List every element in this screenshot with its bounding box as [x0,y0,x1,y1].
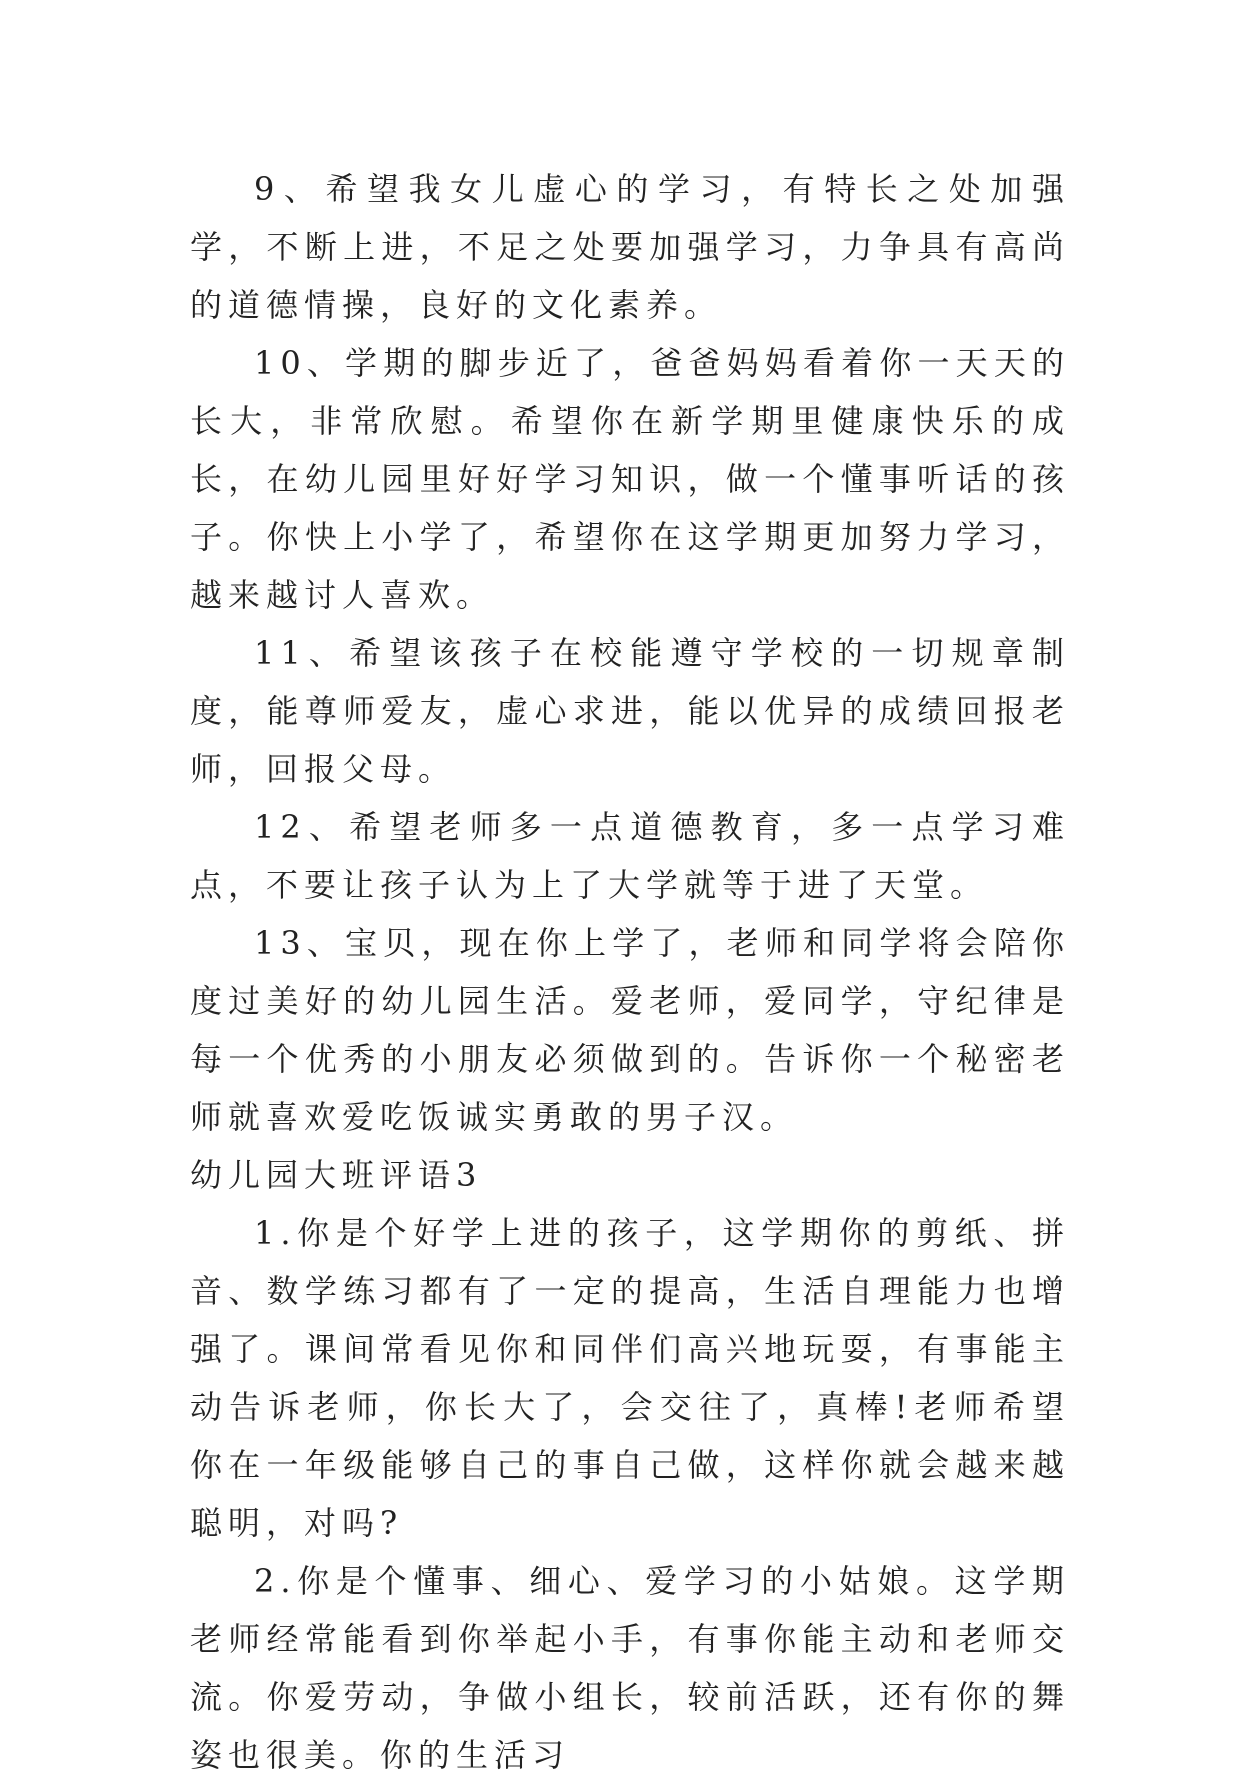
paragraph-9: 9、希望我女儿虚心的学习，有特长之处加强学，不断上进，不足之处要加强学习，力争具有高尚的道德情操，良好的文化素养。 [190,170,1070,324]
paragraph-11: 11、希望该孩子在校能遵守学校的一切规章制度，能尊师爱友，虚心求进，能以优异的成绩回报老师，回报父母。 [190,634,1070,788]
paragraph-12: 12、希望老师多一点道德教育，多一点学习难点，不要让孩子认为上了大学就等于进了天堂。 [190,808,1070,904]
paragraph-10: 10、学期的脚步近了，爸爸妈妈看着你一天天的长大，非常欣慰。希望你在新学期里健康快乐的成长，在幼儿园里好好学习知识，做一个懂事听话的孩子。你快上小学了，希望你在这学期更加努力学习，越来越讨人喜欢。 [190,344,1070,614]
paragraph-13: 13、宝贝，现在你上学了，老师和同学将会陪你度过美好的幼儿园生活。爱老师，爱同学，守纪律是每一个优秀的小朋友必须做到的。告诉你一个秘密老师就喜欢爱吃饭诚实勇敢的男子汉。 [190,924,1070,1136]
section-paragraph-1: 1.你是个好学上进的孩子，这学期你的剪纸、拼音、数学练习都有了一定的提高，生活自理能力也增强了。课间常看见你和同伴们高兴地玩耍，有事能主动告诉老师，你长大了，会交往了，真棒!老师希望你在一年级能够自己的事自己做，这样你就会越来越聪明，对吗? [190,1214,1070,1542]
section-paragraph-2: 2.你是个懂事、细心、爱学习的小姑娘。这学期老师经常能看到你举起小手，有事你能主动和老师交流。你爱劳动，争做小组长，较前活跃，还有你的舞姿也很美。你的生活习 [190,1562,1070,1774]
section-heading: 幼儿园大班评语3 [190,1156,483,1194]
document-body [190,160,1070,1784]
